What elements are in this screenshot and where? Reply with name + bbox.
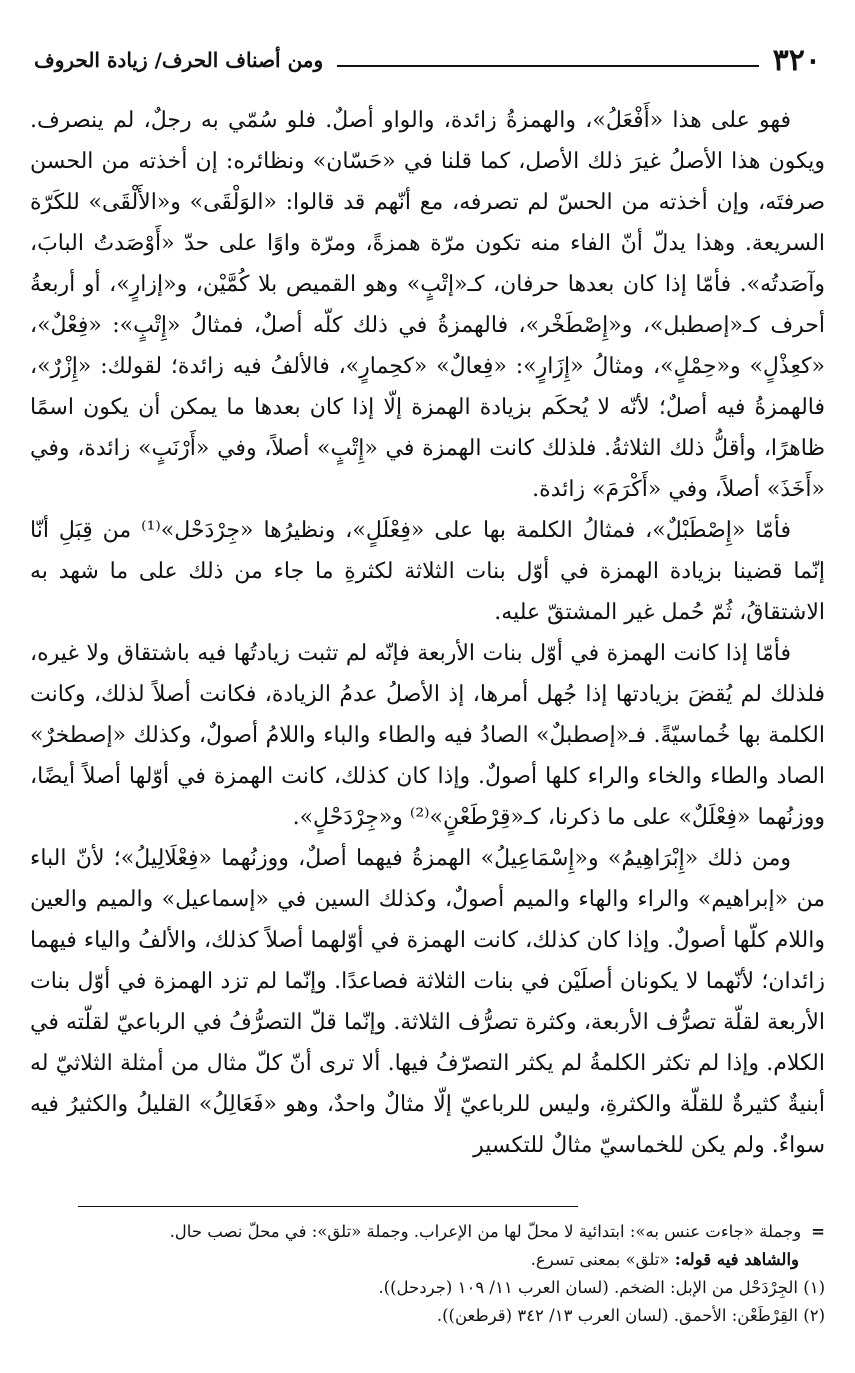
paragraph: ومن ذلك «إِبْرَاهِيمُ» و«إِسْمَاعِيلُ» الهمزةُ فيهما أصلٌ، ووزنُهما «فِعْلَالِيلُ»؛ لأنّ الباء من «إبراهيم» والراء والهاء والميم أصولٌ، وكذلك السين في «إسماعيل» والميم والعين واللام كلّها أصولٌ. وإذا كان كذلك، كانت الهمزة في أوّلهما أصلاً كذلك، والألفُ والياء فيهما زائدان؛ لأنّهما لا يكونان أصلَيْن في بنات الثلاثة فصاعدًا. وإنّما لم تزد الهمزة في أوّل بنات الأربعة لقلّة تصرُّف الأربعة، وكثرة تصرُّف الثلاثة. وإنّما قلّ التصرُّفُ في الرباعيّ لقلّته في الكلام. وإذا لم تكثر الكلمةُ لم يكثر التصرّفُ فيها. ألا ترى أنّ كلّ مثال من أمثلة الثلاثيّ له أبنيةٌ كثيرةٌ للقلّة والكثرةِ، وليس للرباعيّ إلّا مثالٌ واحدٌ، وهو «فَعَالِلُ» القليلُ والكثيرُ فيه سواءٌ. ولم يكن للخماسيّ مثالٌ للتكسير: [30, 846, 825, 1158]
footnote-text: الجِرْدَحْل من الإبل: الضخم. (لسان العرب ١١/ ١٠٩ (جردحل)).: [378, 1278, 798, 1297]
footnote-continuation: [30, 1218, 825, 1246]
evidence-text: «تلق» بمعنى تسرع.: [530, 1250, 670, 1269]
footnote-evidence: [30, 1246, 825, 1274]
footnote-number: (٢): [803, 1306, 825, 1325]
page-number: ٣٢٠: [772, 42, 821, 78]
footnote-number: (١): [803, 1278, 825, 1297]
paragraph: فأمّا إذا كانت الهمزة في أوّل بنات الأربعة فإنّه لم تثبت زيادتُها فيه باشتقاق ولا غيره، فلذلك لم يُقضَ بزيادتها إذا جُهل أمرها، إذ الأصلُ عدمُ الزيادة، فكانت أصلاً لذلك، وكانت الكلمة بها خُماسيّةً. فـ«إصطبلٌ» الصادُ فيه والطاء والباء واللامُ أصولٌ، وكذلك «إصطخرٌ» الصاد والطاء والخاء والراء كلها أصولٌ. وإذا كان كذلك، كانت الهمزة في أوّلها أصلاً أيضًا، ووزنُهما «فِعْلَلٌ» على ما ذكرنا، كـ«قِرْطَعْنٍ»⁽²⁾ و«جِرْدَحْلٍ».: [30, 641, 825, 830]
footnote-text: القِرْطَعْن: الأحمق. (لسان العرب ١٣/ ٣٤٢ (قرطعن)).: [436, 1306, 798, 1325]
footnote-2: [30, 1302, 825, 1330]
continuation-text: وجملة «جاءت عنس به»: ابتدائية لا محلّ لها من الإعراب. وجملة «تلق»: في محلّ نصب حال.: [169, 1222, 802, 1241]
main-text: [30, 100, 825, 1190]
page-header: [34, 40, 821, 80]
paragraph: فأمّا «إِصْطَبْلٌ»، فمثالُ الكلمة بها على «فِعْلَلٍ»، ونظيرُها «جِرْدَحْل»⁽¹⁾ من قِبَلِ أنّا إنّما قضينا بزيادة الهمزة في أوّل بنات الثلاثة لكثرةِ ما جاء من ذلك على ما شهد به الاشتقاقُ، ثُمّ حُمل غير المشتقّ عليه.: [30, 518, 825, 625]
footnote-1: [30, 1274, 825, 1302]
paragraph: فهو على هذا «أَفْعَلُ»، والهمزةُ زائدة، والواو أصلٌ. فلو سُمّي به رجلٌ، لم ينصرف. ويكون هذا الأصلُ غيرَ ذلك الأصل، كما قلنا في «حَسّان» ونظائره: إن أخذته من الحسن صرفتَه، وإن أخذته من الحسّ لم تصرفه، مع أنّهم قد قالوا: «الوَلْقَى» و«الأَلْقَى» للكَرّة السريعة. وهذا يدلّ أنّ الفاء منه تكون مرّة همزةً، ومرّة واوًا على حدّ «أَوْصَدتُ البابَ، وآصَدتُه». فأمّا إذا كان بعدها حرفان، كـ«إتْبٍ» وهو القميص بلا كُمَّيْن، و«إزارٍ»، أو أربعةُ أحرف كـ«إصطبل»، و«إِصْطَخْر»، فالهمزةُ في ذلك كلّه أصلٌ، فمثالُ «إِتْبٍ»: «فِعْلٌ»، «كعِذْلٍ» و«حِمْلٍ»، ومثالُ «إِزَارٍ»: «فِعالٌ» «كحِمارٍ»، فالألفُ فيه زائدة؛ لقولك: «إِزْرٌ»، فالهمزةُ فيه أصلٌ؛ لأنّه لا يُحكَم بزيادة الهمزة إلّا إذا كان بعدها ما يمكن أن يكون اسمًا ظاهرًا، وأقلُّ ذلك الثلاثةُ. فلذلك كانت الهمزة في «إِتْبٍ» أصلاً، وفي «أَرْنَبٍ» زائدة، وفي «أَخَذَ» أصلاً، وفي «أَكْرَمَ» زائدة.: [30, 108, 825, 502]
footnotes: [30, 1218, 825, 1330]
running-head: ومن أصناف الحرف/ زيادة الحروف: [34, 48, 324, 72]
continuation-mark: =: [811, 1222, 825, 1241]
footnote-separator: [78, 1206, 578, 1207]
header-rule: [337, 65, 758, 67]
evidence-label: والشاهد فيه قوله:: [674, 1250, 799, 1269]
